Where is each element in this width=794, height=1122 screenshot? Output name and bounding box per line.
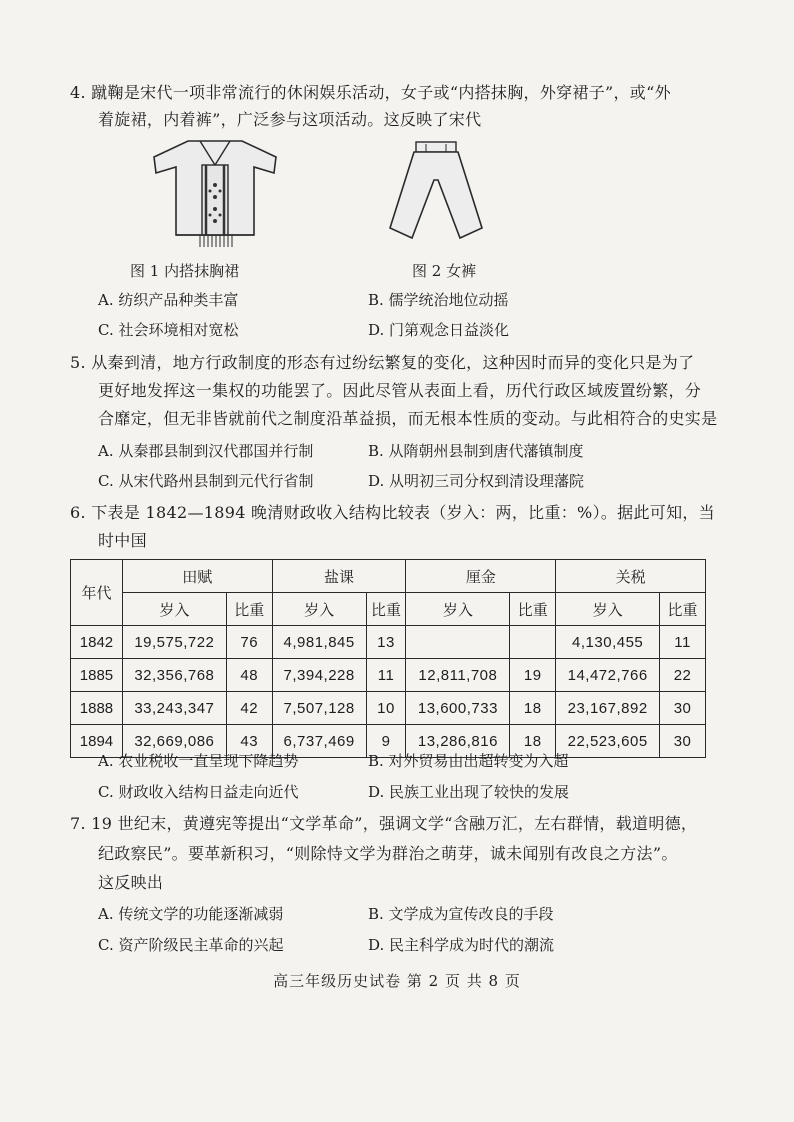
q7-option-c[interactable]: C. 资产阶级民主革命的兴起 bbox=[98, 936, 284, 954]
q7-stem-line2: 纪政察民”。要革新积习，“则除恃文学为群治之萌芽，诚未闻别有改良之方法”。 bbox=[98, 844, 678, 863]
sub-header-income: 岁入 bbox=[406, 593, 510, 626]
yanke-ratio-cell: 13 bbox=[366, 626, 406, 659]
year-cell: 1842 bbox=[71, 626, 123, 659]
q5-option-b[interactable]: B. 从隋朝州县制到唐代藩镇制度 bbox=[368, 442, 584, 460]
q4-option-b[interactable]: B. 儒学统治地位动摇 bbox=[368, 291, 509, 309]
q7-option-b[interactable]: B. 文学成为宣传改良的手段 bbox=[368, 905, 554, 923]
sub-header-ratio: 比重 bbox=[366, 593, 406, 626]
lijin-income-cell: 12,811,708 bbox=[406, 659, 510, 692]
sub-header-income: 岁入 bbox=[556, 593, 660, 626]
sub-header-ratio: 比重 bbox=[510, 593, 556, 626]
yanke-ratio-cell: 11 bbox=[366, 659, 406, 692]
q4-option-a[interactable]: A. 纺织产品种类丰富 bbox=[98, 291, 239, 309]
q4-stem-line1: 4. 蹴鞠是宋代一项非常流行的休闲娱乐活动，女子或“内搭抹胸，外穿裙子”，或“外 bbox=[70, 83, 671, 102]
guanshui-ratio-cell: 11 bbox=[660, 626, 706, 659]
q6-option-a[interactable]: A. 农业税收一直呈现下降趋势 bbox=[98, 752, 299, 770]
guanshui-ratio-cell: 22 bbox=[660, 659, 706, 692]
q5-option-c[interactable]: C. 从宋代路州县制到元代行省制 bbox=[98, 472, 314, 490]
group-header-yanke: 盐课 bbox=[272, 560, 406, 593]
q5-stem-line3: 合靡定，但无非皆就前代之制度沿革益损，而无根本性质的变动。与此相符合的史实是 bbox=[98, 409, 718, 428]
lijin-ratio-cell: 18 bbox=[510, 692, 556, 725]
lijin-income-cell: 13,286,816 bbox=[406, 725, 510, 758]
guanshui-income-cell: 23,167,892 bbox=[556, 692, 660, 725]
tianfu-ratio-cell: 48 bbox=[226, 659, 272, 692]
yanke-income-cell: 7,507,128 bbox=[272, 692, 366, 725]
q7-stem-line1: 7. 19 世纪末，黄遵宪等提出“文学革命”，强调文学“含融万汇，左右群情，载道明德， bbox=[70, 814, 698, 833]
yanke-income-cell: 6,737,469 bbox=[272, 725, 366, 758]
lijin-income-cell bbox=[406, 626, 510, 659]
yanke-income-cell: 7,394,228 bbox=[272, 659, 366, 692]
table-subheader-row bbox=[71, 593, 706, 626]
q5-option-a[interactable]: A. 从秦郡县制到汉代郡国并行制 bbox=[98, 442, 314, 460]
lijin-ratio-cell bbox=[510, 626, 556, 659]
guanshui-income-cell: 4,130,455 bbox=[556, 626, 660, 659]
robe-figure bbox=[150, 135, 280, 253]
q6-option-d[interactable]: D. 民族工业出现了较快的发展 bbox=[368, 783, 570, 801]
q4-stem-line2: 着旋裙，内着裤”，广泛参与这项活动。这反映了宋代 bbox=[98, 110, 482, 129]
yanke-income-cell: 4,981,845 bbox=[272, 626, 366, 659]
year-cell: 1888 bbox=[71, 692, 123, 725]
tianfu-income-cell: 19,575,722 bbox=[122, 626, 226, 659]
group-header-tianfu: 田赋 bbox=[122, 560, 272, 593]
table-row bbox=[71, 626, 706, 659]
q5-stem-line1: 5. 从秦到清，地方行政制度的形态有过纷纭繁复的变化，这种因时而异的变化只是为了 bbox=[70, 353, 695, 372]
q6-option-b[interactable]: B. 对外贸易由出超转变为入超 bbox=[368, 752, 569, 770]
revenue-table bbox=[70, 559, 706, 758]
lijin-ratio-cell: 18 bbox=[510, 725, 556, 758]
q5-option-d[interactable]: D. 从明初三司分权到清设理藩院 bbox=[368, 472, 585, 490]
table-row bbox=[71, 692, 706, 725]
tianfu-income-cell: 32,669,086 bbox=[122, 725, 226, 758]
sub-header-ratio: 比重 bbox=[226, 593, 272, 626]
table-header-row bbox=[71, 560, 706, 593]
guanshui-ratio-cell: 30 bbox=[660, 692, 706, 725]
year-header: 年代 bbox=[71, 560, 123, 626]
year-cell: 1885 bbox=[71, 659, 123, 692]
q6-stem-line1: 6. 下表是 1842—1894 晚清财政收入结构比较表（岁入：两，比重：%）。据此可知，当 bbox=[70, 503, 715, 522]
q4-option-c[interactable]: C. 社会环境相对宽松 bbox=[98, 321, 239, 339]
q7-option-d[interactable]: D. 民主科学成为时代的潮流 bbox=[368, 936, 555, 954]
trousers-figure bbox=[386, 140, 486, 248]
lijin-ratio-cell: 19 bbox=[510, 659, 556, 692]
sub-header-income: 岁入 bbox=[122, 593, 226, 626]
year-cell: 1894 bbox=[71, 725, 123, 758]
q6-stem-line2: 时中国 bbox=[98, 531, 147, 550]
lijin-income-cell: 13,600,733 bbox=[406, 692, 510, 725]
q5-stem-line2: 更好地发挥这一集权的功能罢了。因此尽管从表面上看，历代行政区域废置纷繁，分 bbox=[98, 381, 702, 400]
tianfu-ratio-cell: 76 bbox=[226, 626, 272, 659]
tianfu-income-cell: 32,356,768 bbox=[122, 659, 226, 692]
group-header-lijin: 厘金 bbox=[406, 560, 556, 593]
page-footer: 高三年级历史试卷 第 2 页 共 8 页 bbox=[273, 972, 521, 990]
q6-option-c[interactable]: C. 财政收入结构日益走向近代 bbox=[98, 783, 299, 801]
figure1-caption: 图 1 内搭抹胸裙 bbox=[130, 262, 240, 280]
q7-option-a[interactable]: A. 传统文学的功能逐渐减弱 bbox=[98, 905, 284, 923]
figure2-caption: 图 2 女裤 bbox=[412, 262, 477, 280]
tianfu-ratio-cell: 42 bbox=[226, 692, 272, 725]
guanshui-income-cell: 14,472,766 bbox=[556, 659, 660, 692]
guanshui-income-cell: 22,523,605 bbox=[556, 725, 660, 758]
sub-header-income: 岁入 bbox=[272, 593, 366, 626]
yanke-ratio-cell: 10 bbox=[366, 692, 406, 725]
table-row bbox=[71, 659, 706, 692]
q7-stem-line3: 这反映出 bbox=[98, 873, 164, 892]
yanke-ratio-cell: 9 bbox=[366, 725, 406, 758]
tianfu-ratio-cell: 43 bbox=[226, 725, 272, 758]
sub-header-ratio: 比重 bbox=[660, 593, 706, 626]
q4-option-d[interactable]: D. 门第观念日益淡化 bbox=[368, 321, 510, 339]
guanshui-ratio-cell: 30 bbox=[660, 725, 706, 758]
group-header-guanshui: 关税 bbox=[556, 560, 706, 593]
tianfu-income-cell: 33,243,347 bbox=[122, 692, 226, 725]
